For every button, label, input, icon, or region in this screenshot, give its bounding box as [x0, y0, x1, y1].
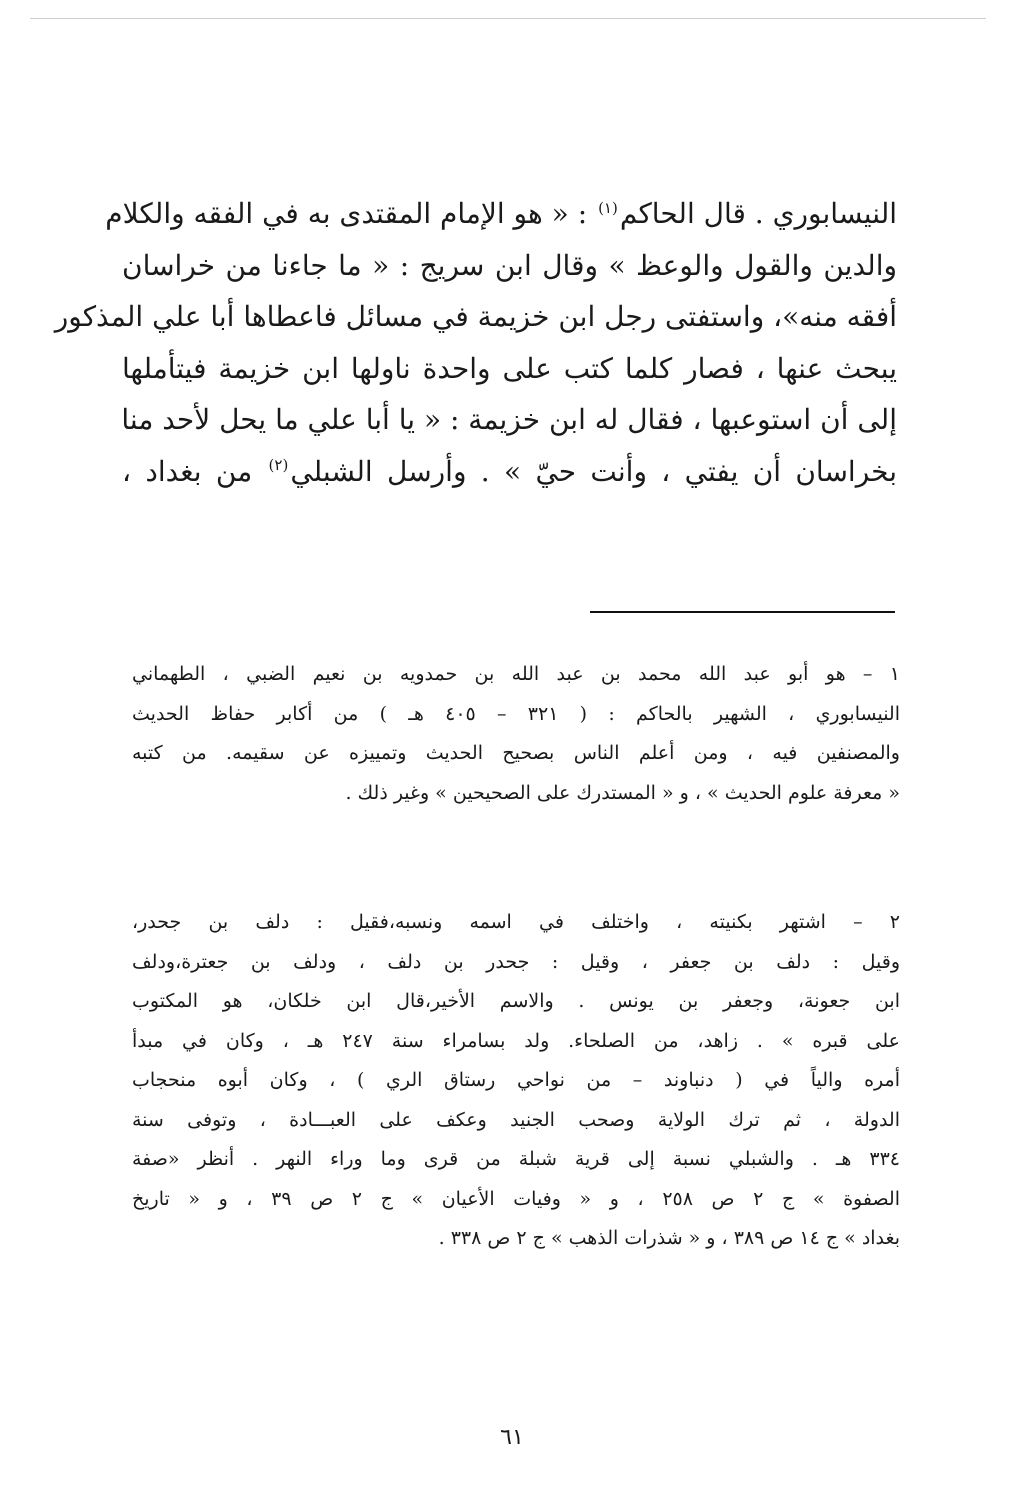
text-line: والدين والقول والوعظ » وقال ابن سريج : « ما جاءنا من خراسان — [122, 248, 897, 282]
text-line: يبحث عنها ، فصار كلما كتب على واحدة ناولها ابن خزيمة فيتأملها — [122, 351, 897, 385]
footnote-line: بغداد » ج ١٤ ص ٣٨٩ ، و « شذرات الذهب » ج ٢ ص ٣٣٨ . — [438, 1227, 900, 1249]
footnote-line: ابن جعونة، وجعفر بن يونس . والاسم الأخير،قال ابن خلكان، هو المكتوب — [132, 990, 900, 1012]
footnote-line: الصفوة » ج ٢ ص ٢٥٨ ، و « وفيات الأعيان » ج ٢ ص ٣٩ ، و « تاريخ — [132, 1187, 901, 1210]
footnote-line: والمصنفين فيه ، ومن أعلم الناس بصحيح الحديث وتمييزه عن سقيمه. من كتبه — [132, 742, 900, 764]
main-text — [54, 188, 898, 497]
footnote-line: أمره والياً في ( دنباوند – من نواحي رستاق الري ) ، وكان أبوه منحجاب — [132, 1069, 900, 1091]
text-line: إلى أن استوعبها ، فقال له ابن خزيمة : « يا أبا علي ما يحل لأحد منا — [121, 403, 897, 436]
footnote-line: ٣٣٤ هـ . والشبلي نسبة إلى قرية شبلة من قرى وما وراء النهر . أنظر «صفة — [132, 1148, 900, 1170]
footnote-line: الدولة ، ثم ترك الولاية وصحب الجنيد وعكف على العبـــادة ، وتوفى سنة — [132, 1108, 900, 1131]
text-line: النيسابوري . قال الحاكم$^{(١)}$ : « هو الإمام المقتدى به في الفقه والكلام — [105, 197, 897, 230]
footnote-separator — [590, 611, 895, 613]
footnote-line: على قبره » . زاهد، من الصلحاء. ولد بسامراء سنة ٢٤٧ هـ ، وكان في مبدأ — [132, 1029, 900, 1052]
text-line: أفقه منه»، واستفتى رجل ابن خزيمة في مسائل فاعطاها أبا علي المذكور — [54, 300, 897, 333]
text-line: بخراسان أن يفتي ، وأنت حيّ » . وأرسل الشبلي$^{(٢)}$ من بغداد ، — [122, 454, 898, 488]
footnote-line: ١ – هو أبو عبد الله محمد بن عبد الله بن حمدويه بن نعيم الضبي ، الطهماني — [132, 663, 900, 685]
footnote-ref[interactable]: (٢) — [268, 456, 289, 475]
top-border-line — [30, 18, 986, 19]
footnote-line: « معرفة علوم الحديث » ، و « المستدرك على الصحيحين » وغير ذلك . — [345, 781, 900, 804]
footnote-line: ٢ – اشتهر بكنيته ، واختلف في اسمه ونسبه،فقيل : دلف بن جحدر، — [132, 911, 900, 933]
footnote-1 — [132, 655, 900, 813]
footnote-ref[interactable]: (١) — [598, 198, 618, 217]
footnote-line: وقيل : دلف بن جعفر ، وقيل : جحدر بن دلف ، ودلف بن جعترة،ودلف — [132, 950, 900, 973]
footnote-2 — [132, 903, 900, 1259]
page-number: ٦١ — [500, 1425, 524, 1450]
footnote-line: النيسابوري ، الشهير بالحاكم : ( ٣٢١ – ٤٠٥ هـ ) من أكابر حفاظ الحديث — [132, 702, 900, 725]
